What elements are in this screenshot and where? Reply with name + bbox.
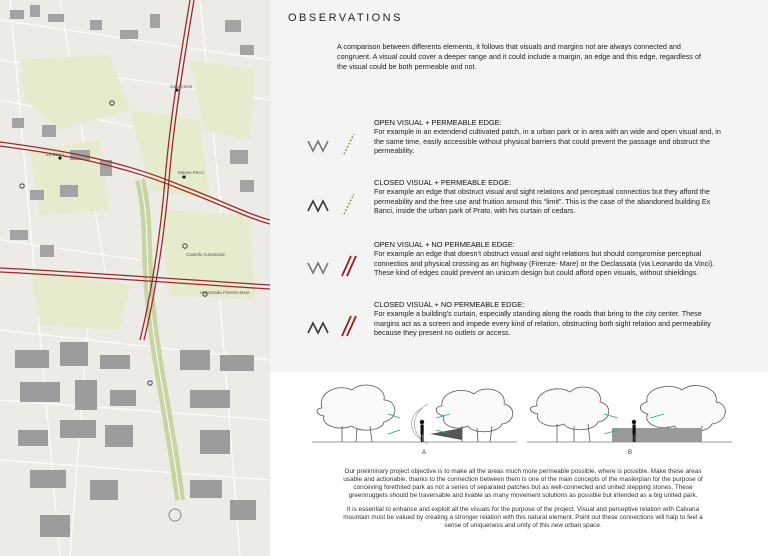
category-heading: CLOSED VISUAL + PERMEABLE EDGE: [374, 178, 512, 187]
map-label-ex-banci: Ex Banci [46, 152, 64, 157]
category-closed-visual-no-permeable [306, 300, 726, 360]
site-map [0, 0, 270, 556]
category-text: For example a building’s curtain, especially standing along the roads that bring to the city center. These margins act as a screen and impede every kind of relation, obstructing both sight relation and permeability because they present no outlets or access. [374, 309, 711, 338]
map-drawing [0, 0, 270, 556]
no-permeable-edge-icon [342, 256, 356, 276]
section-a [312, 385, 517, 444]
open-visual-icon [308, 263, 328, 273]
diagram-label-b: B [628, 450, 633, 456]
section-diagram [312, 378, 732, 466]
category-open-visual-no-permeable [306, 240, 726, 300]
category-heading: OPEN VISUAL + NO PERMEABLE EDGE: [374, 240, 515, 249]
map-label-castello: Castello Autostrade [186, 252, 226, 257]
permeable-edge-icon [344, 194, 354, 214]
category-heading: CLOSED VISUAL + NO PERMEABLE EDGE: [374, 300, 525, 309]
map-label-autostrada: Autostrada Firenze-Mare [200, 290, 250, 295]
tree-section-drawing [312, 378, 732, 466]
map-label-cavalcavia: Cavalcavia [170, 84, 193, 89]
intro-paragraph: A comparison between differents elements, it follows that visuals and margins not are always connected and congruent. A visual could cover a deeper range and it could include a margin, an edge and this edge, regardless of the visual could be both permeable and not. [337, 42, 702, 71]
closed-visual-permeable-symbols [306, 192, 366, 216]
category-closed-visual-permeable [306, 178, 726, 238]
caption-paragraph-2: It is essential to enhance and exploit all the visuals for the purpose of the project. Visual and perceptive relation with Calvana mountain must be valued by creating a stronger relation with this natural element. Point out these connections will halp to feel a sense of uniqueness and unity of this new urban space. [343, 506, 703, 529]
category-heading: OPEN VISUAL + PERMEABLE EDGE: [374, 118, 502, 127]
category-text: For example an edge that obstruct visual and sight relations and perceptual connectios but they afford the permeability and the free use and fruition around this “limit”. This is the case of the abandoned building Ex Banci, inside the urban park of Prato, with his curtain of cedars. [374, 187, 711, 216]
caption-paragraph-1: Our preliminary project objective is to make all the areas much more permeable possible, where is possible. Make these areas usable and actionable, thanks to the connection between them is one of the main concepts of the masterplan for the purpose of conceving forethited park as not a series of separated patches but as well-connected and united stepping stones. These greennuggets should be traversable and livable as many movement solutions as possible but intended as a big united park. [343, 468, 703, 499]
closed-visual-icon [308, 323, 328, 333]
open-visual-permeable-symbols [306, 132, 366, 156]
category-open-visual-permeable [306, 118, 726, 178]
no-permeable-edge-icon [342, 316, 356, 336]
section-title: OBSERVATIONS [288, 12, 403, 24]
category-text: For example in an extendend cultivated patch, in a urban park or in area with an wide and open visual and, in the same time, easily accessible without physical barriers that could prevent the passage and obstruct the permeability. [374, 127, 721, 156]
open-visual-no-permeable-symbols [306, 254, 366, 278]
diagram-label-a: A [422, 450, 427, 456]
closed-visual-no-permeable-symbols [306, 314, 366, 338]
open-visual-icon [308, 141, 328, 151]
section-b [527, 386, 732, 442]
permeable-edge-icon [344, 134, 354, 154]
closed-visual-icon [308, 201, 328, 211]
category-text: For example an edge that doesn’t obstruct visual and sight relations but should compromise perceptual connectios and physical crossing as an highway (Firenze- Mare) or the Declassata (via Leonardo da Vinci). These kind of edges could prevent an unicum design but could afford open visuals, without shieldings. [374, 249, 715, 278]
project-caption [337, 468, 709, 536]
map-label-museo-pecci: Museo Pecci [178, 170, 204, 175]
view-arrows-a [388, 414, 450, 434]
